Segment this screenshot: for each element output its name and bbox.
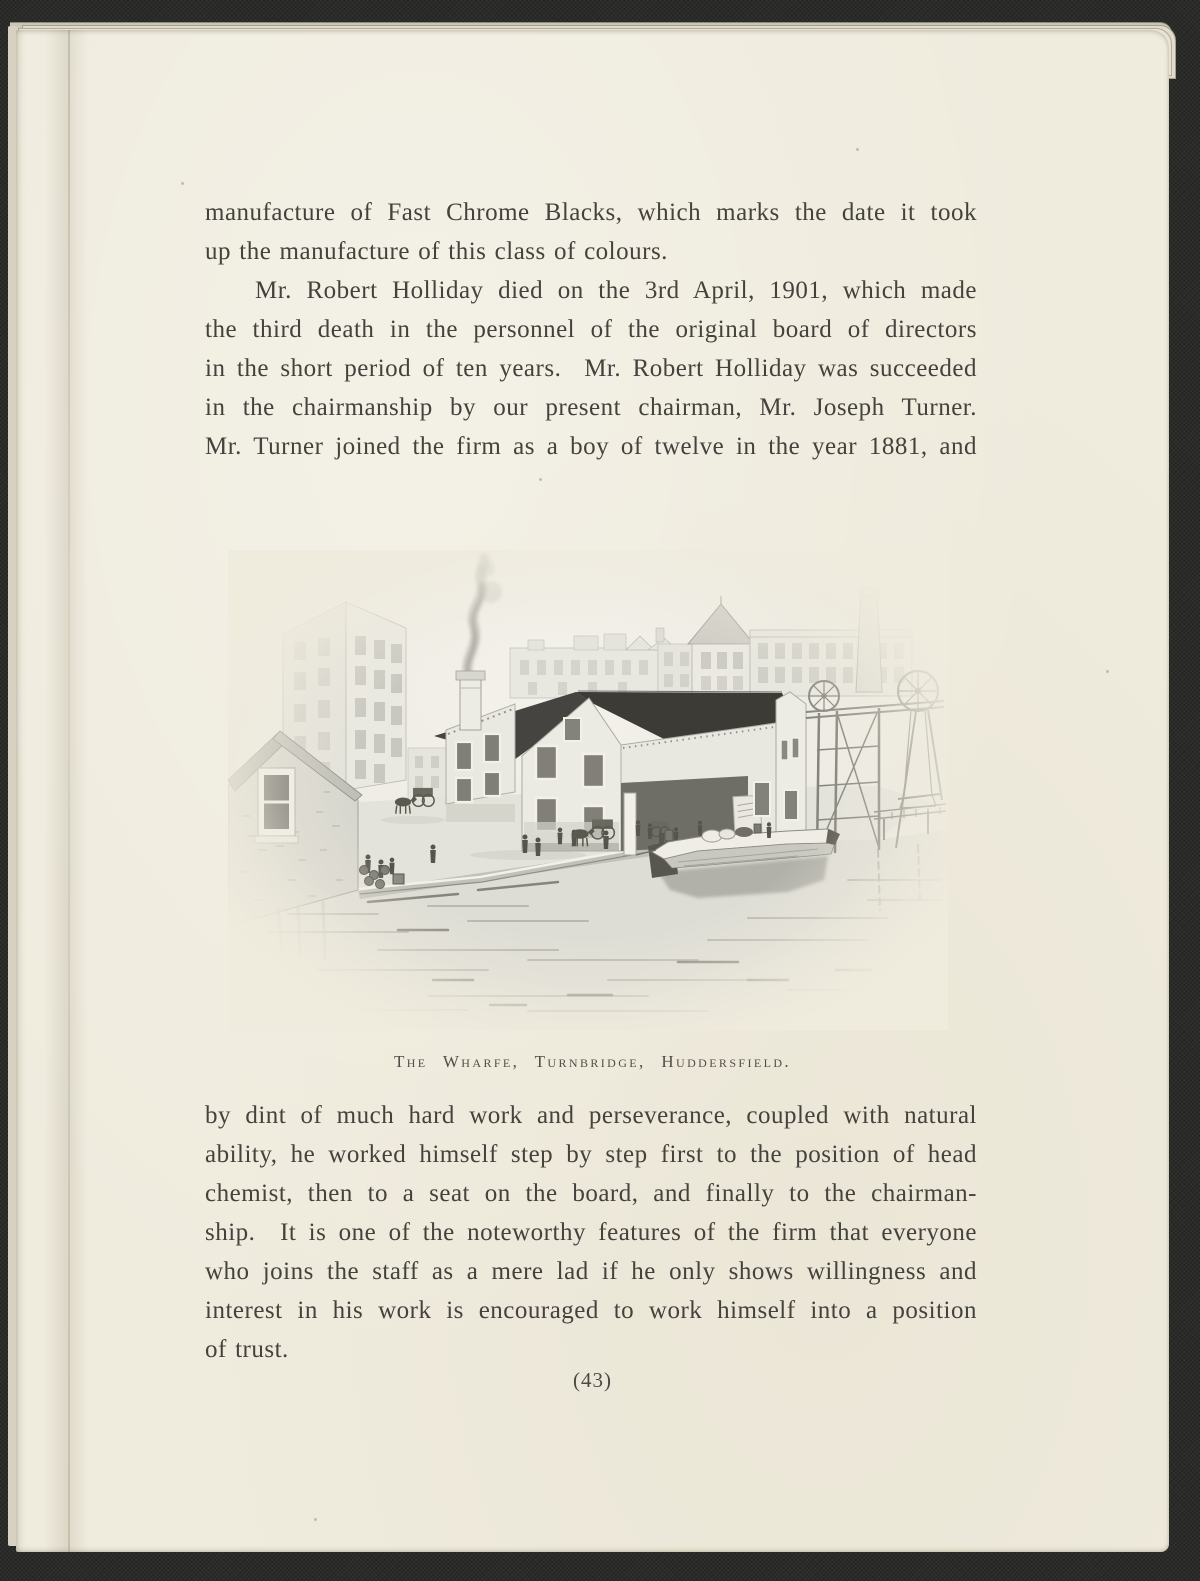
text-line: ship. It is one of the noteworthy features of the firm that everyone	[205, 1219, 977, 1246]
paper-speck	[856, 148, 859, 151]
text-line: who joins the staff as a mere lad if he only shows willingness and	[205, 1258, 977, 1285]
wharf-engraving-svg	[228, 550, 948, 1030]
text-line: Mr. Robert Holliday died on the 3rd April, 1901, which made	[255, 277, 977, 304]
text-line: ability, he worked himself step by step first to the position of head	[205, 1141, 977, 1168]
text-line: manufacture of Fast Chrome Blacks, which marks the date it took	[205, 199, 977, 226]
text-line: by dint of much hard work and perseverance, coupled with natural	[205, 1102, 977, 1129]
text-line: the third death in the personnel of the original board of directors	[205, 316, 977, 343]
text-line: up the manufacture of this class of colours.	[205, 238, 668, 265]
paper-speck	[314, 1518, 317, 1521]
illustration-caption: The Wharfe, Turnbridge, Huddersfield.	[393, 1052, 792, 1071]
paragraphs-bottom	[205, 1096, 977, 1369]
vignette-fade	[228, 550, 948, 1030]
text-line: interest in his work is encouraged to work himself into a position	[205, 1297, 977, 1324]
paragraphs-top	[205, 193, 977, 466]
text-line: in the chairmanship by our present chairman, Mr. Joseph Turner.	[205, 394, 977, 421]
text-line: in the short period of ten years. Mr. Robert Holliday was succeeded	[205, 355, 977, 382]
page-number: (43)	[573, 1368, 612, 1392]
binding-fold-shadow	[44, 30, 88, 1552]
text-line: of trust.	[205, 1336, 289, 1363]
paper-speck	[1106, 670, 1109, 673]
paper-speck	[181, 182, 184, 185]
text-line: Mr. Turner joined the firm as a boy of twelve in the year 1881, and	[205, 433, 977, 460]
paper-speck	[539, 478, 542, 481]
wharf-illustration	[228, 550, 948, 1030]
paper-crease	[68, 30, 70, 1552]
book-page	[16, 30, 1169, 1552]
text-line: chemist, then to a seat on the board, and finally to the chairman-	[205, 1180, 977, 1207]
